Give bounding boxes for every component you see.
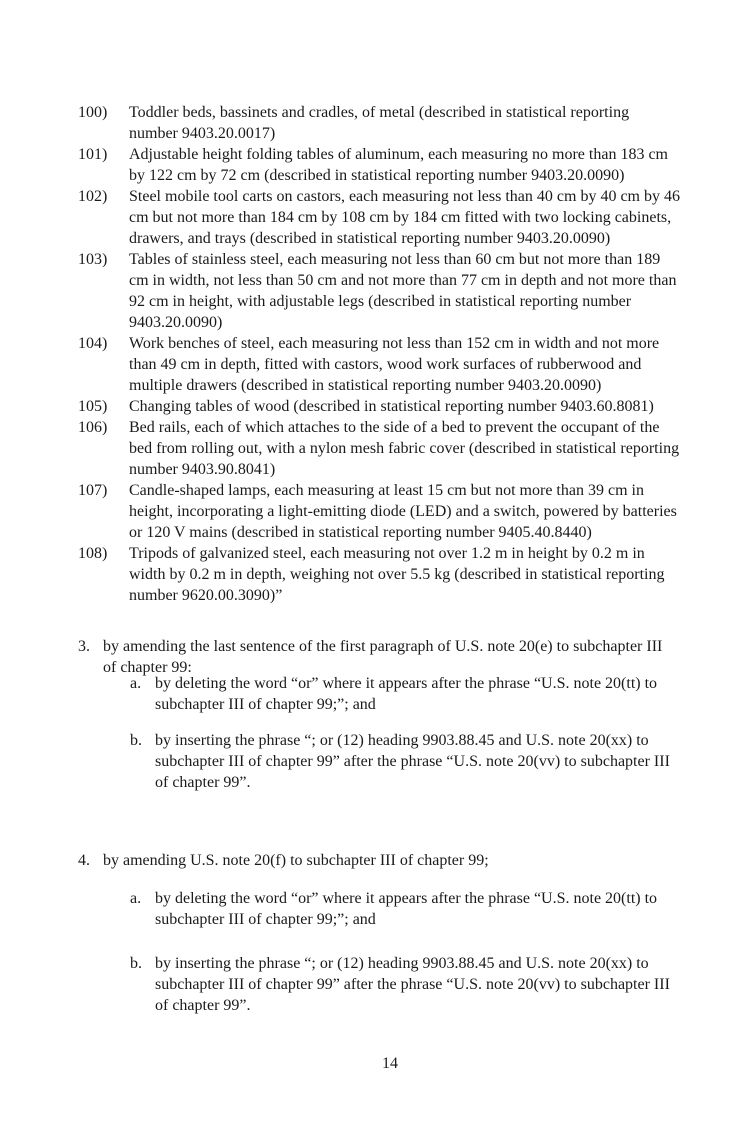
text-line: Candle-shaped lamps, each measuring at least 15 cm but not more than 39 cm in (129, 482, 644, 499)
item-text (103, 850, 750, 871)
item-text (155, 953, 750, 1016)
text-line: or 120 V mains (described in statistical reporting number 9405.40.8440) (129, 524, 592, 541)
text-line: 92 cm in height, with adjustable legs (described in statistical reporting number (129, 293, 632, 310)
item-text (129, 144, 750, 186)
list-item (0, 144, 750, 186)
text-line: by inserting the phrase “; or (12) heading 9903.88.45 and U.S. note 20(xx) to (155, 955, 649, 972)
item-number: a. (130, 890, 142, 907)
text-line: drawers, and trays (described in statistical reporting number 9403.20.0090) (129, 230, 611, 247)
item-number: 4. (78, 852, 90, 869)
text-line: subchapter III of chapter 99;”; and (155, 696, 376, 713)
text-line: than 49 cm in depth, fitted with castors, wood work surfaces of rubberwood and (129, 356, 642, 373)
section-4-subitem-a (0, 888, 750, 930)
text-line: by deleting the word “or” where it appears after the phrase “U.S. note 20(tt) to (155, 675, 658, 692)
text-line: Bed rails, each of which attaches to the side of a bed to prevent the occupant of the (129, 419, 660, 436)
section-paragraph (0, 636, 750, 678)
text-line: subchapter III of chapter 99” after the phrase “U.S. note 20(vv) to subchapter III (155, 976, 670, 993)
text-line: width by 0.2 m in depth, weighing not over 5.5 kg (described in statistical reporting (129, 566, 665, 583)
text-line: Work benches of steel, each measuring not less than 152 cm in width and not more (129, 335, 660, 352)
text-line: by inserting the phrase “; or (12) heading 9903.88.45 and U.S. note 20(xx) to (155, 732, 649, 749)
text-line: Adjustable height folding tables of aluminum, each measuring no more than 183 cm (129, 146, 668, 163)
text-line: 9403.20.0090) (129, 314, 223, 331)
item-number: 3. (78, 638, 90, 655)
text-line: bed from rolling out, with a nylon mesh fabric cover (described in statistical reporting (129, 440, 680, 457)
item-number: 102) (78, 188, 108, 205)
section-3-subitem-a (0, 673, 750, 715)
item-text (129, 480, 750, 543)
item-number: 105) (78, 398, 108, 415)
text-line: Changing tables of wood (described in statistical reporting number 9403.60.8081) (129, 398, 654, 415)
page-number: 14 (382, 1055, 398, 1072)
list-item (0, 333, 750, 396)
text-line: Tripods of galvanized steel, each measuring not over 1.2 m in height by 0.2 m in (129, 545, 645, 562)
text-line: Toddler beds, bassinets and cradles, of metal (described in statistical reporting (129, 104, 630, 121)
list-item (0, 417, 750, 480)
item-text (155, 888, 750, 930)
text-line: height, incorporating a light-emitting diode (LED) and a switch, powered by batteries (129, 503, 677, 520)
section-4 (0, 850, 750, 871)
text-line: of chapter 99”. (155, 997, 251, 1014)
item-number: 103) (78, 251, 108, 268)
item-text (129, 543, 750, 606)
text-line: of chapter 99: (103, 659, 192, 676)
item-text (129, 417, 750, 480)
list-item (0, 102, 750, 144)
item-text (155, 730, 750, 793)
item-number: 100) (78, 104, 108, 121)
list-item (0, 186, 750, 249)
item-number: 107) (78, 482, 108, 499)
list-item (0, 396, 750, 417)
sub-paragraph (0, 888, 750, 930)
sub-paragraph (0, 673, 750, 715)
text-line: Tables of stainless steel, each measuring not less than 60 cm but not more than 189 (129, 251, 661, 268)
text-line: multiple drawers (described in statistical reporting number 9403.20.0090) (129, 377, 602, 394)
item-text (129, 186, 750, 249)
text-line: number 9403.90.8041) (129, 461, 276, 478)
list-item (0, 480, 750, 543)
text-line: by amending the last sentence of the first paragraph of U.S. note 20(e) to subchapter III (103, 638, 663, 655)
item-text (129, 333, 750, 396)
text-line: cm in width, not less than 50 cm and not more than 77 cm in depth and not more than (129, 272, 677, 289)
list-item (0, 543, 750, 606)
item-number: 104) (78, 335, 108, 352)
section-3 (0, 636, 750, 678)
text-line: Steel mobile tool carts on castors, each measuring not less than 40 cm by 40 cm by 46 (129, 188, 680, 205)
item-text (129, 249, 750, 333)
text-line: by 122 cm by 72 cm (described in statistical reporting number 9403.20.0090) (129, 167, 625, 184)
item-number: b. (130, 732, 142, 749)
text-line: by deleting the word “or” where it appears after the phrase “U.S. note 20(tt) to (155, 890, 658, 907)
section-3-subitem-b (0, 730, 750, 793)
list-item (0, 249, 750, 333)
sub-paragraph (0, 953, 750, 1016)
text-line: number 9620.00.3090)” (129, 587, 283, 604)
section-4-subitem-b (0, 953, 750, 1016)
section-paragraph (0, 850, 750, 871)
item-text (103, 636, 750, 678)
item-number: a. (130, 675, 142, 692)
item-number: 106) (78, 419, 108, 436)
item-text (129, 396, 750, 417)
text-line: of chapter 99”. (155, 774, 251, 791)
item-text (155, 673, 750, 715)
text-line: cm but not more than 184 cm by 108 cm by 184 cm fitted with two locking cabinets, (129, 209, 672, 226)
text-line: subchapter III of chapter 99” after the phrase “U.S. note 20(vv) to subchapter III (155, 753, 670, 770)
text-line: by amending U.S. note 20(f) to subchapter III of chapter 99; (103, 852, 489, 869)
text-line: subchapter III of chapter 99;”; and (155, 911, 376, 928)
text-line: number 9403.20.0017) (129, 125, 276, 142)
numbered-item-list (0, 102, 750, 606)
item-number: 101) (78, 146, 108, 163)
sub-paragraph (0, 730, 750, 793)
item-text (129, 102, 750, 144)
item-number: b. (130, 955, 142, 972)
item-number: 108) (78, 545, 108, 562)
